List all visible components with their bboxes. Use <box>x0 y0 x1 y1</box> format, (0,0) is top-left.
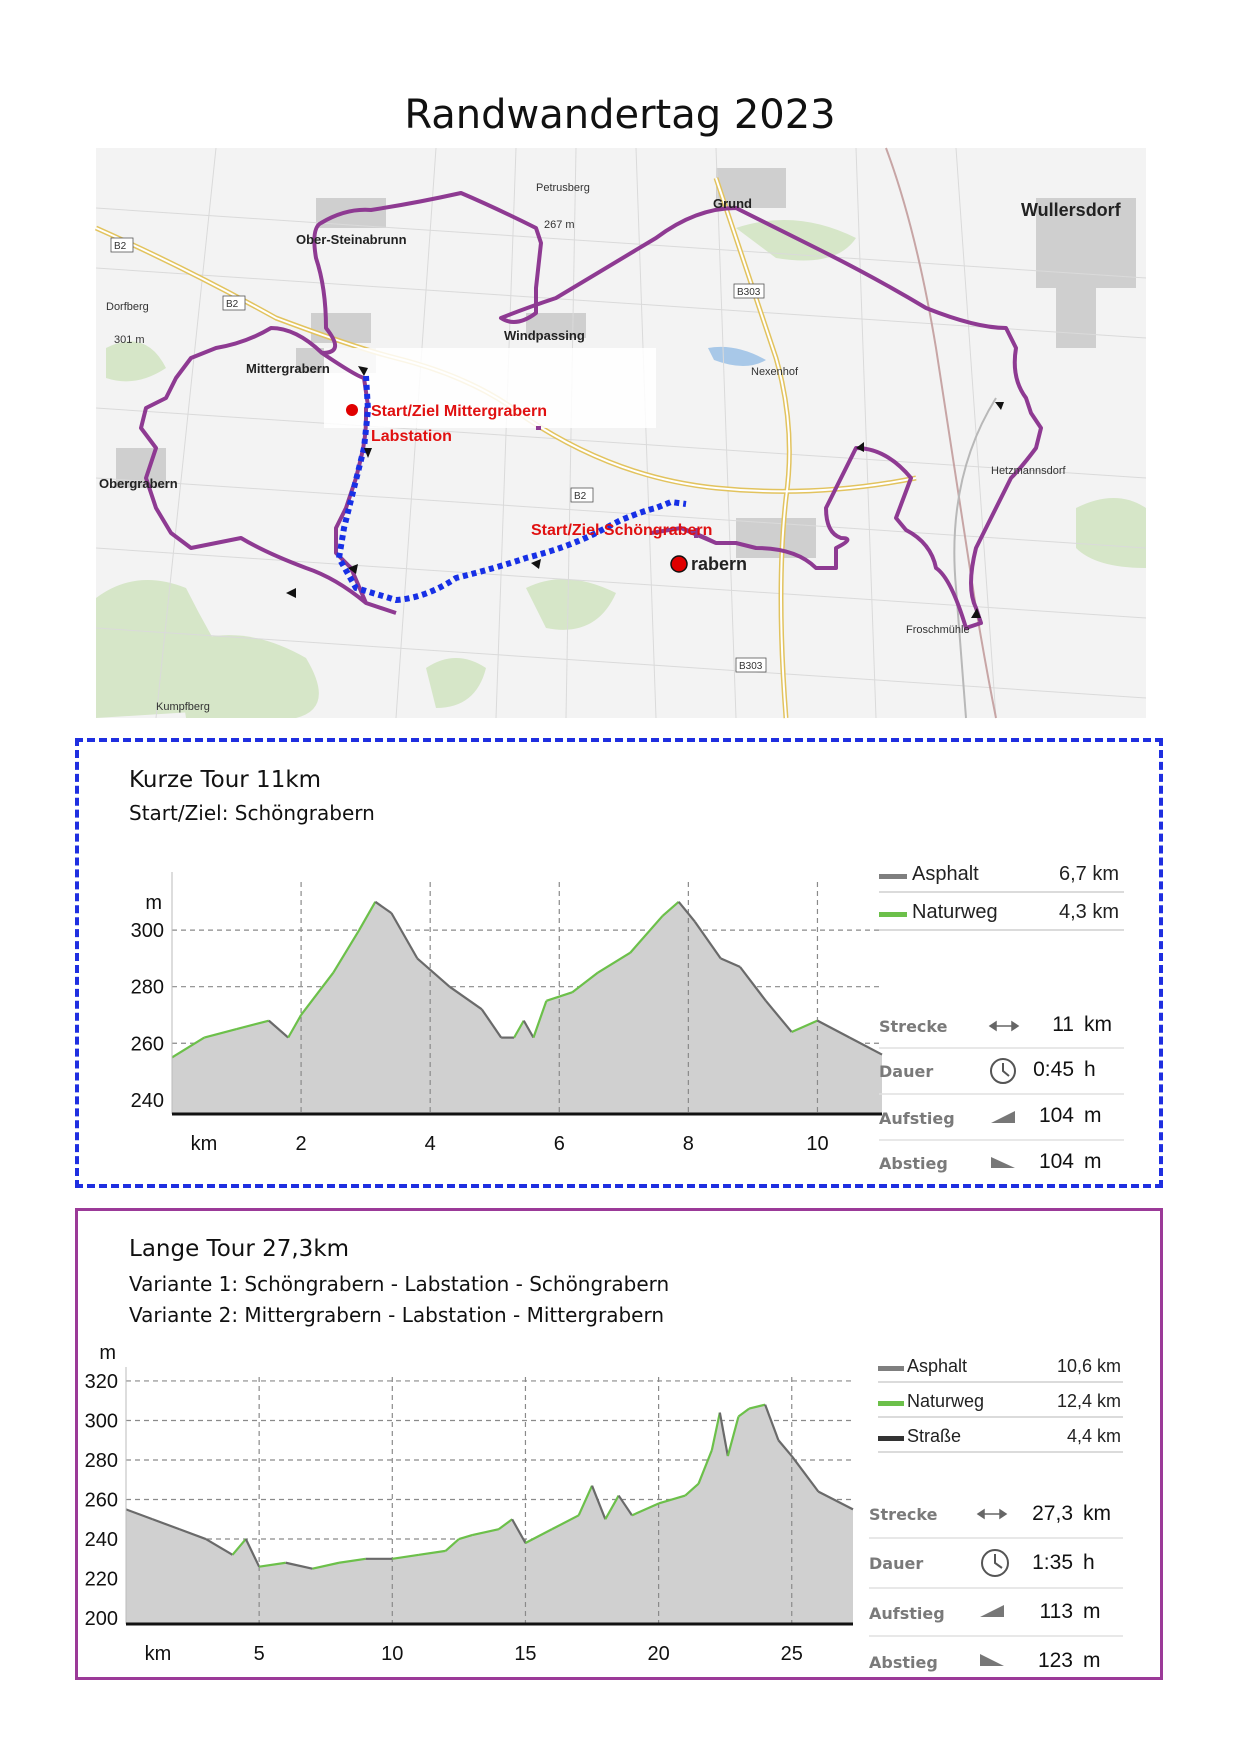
long-elevation-chart <box>78 1339 878 1674</box>
long-stat-aufstieg-unit: m <box>1083 1600 1101 1623</box>
short-legend-asphalt-value: 6,7 km <box>1058 863 1119 885</box>
short-elevation-chart <box>109 842 889 1172</box>
short-xtick-label: 4 <box>424 1133 436 1155</box>
long-ytick-label: 320 <box>84 1370 118 1393</box>
short-ytick-label: 240 <box>130 1089 164 1112</box>
short-legend-naturweg: Naturweg <box>912 901 998 923</box>
long-tour-variant-1: Variante 1: Schöngrabern - Labstation - Schöngrabern <box>129 1272 670 1296</box>
map-label-kumpfberg: Kumpfberg <box>156 701 210 713</box>
long-ytick-label: 300 <box>84 1410 118 1433</box>
long-xtick-label: 5 <box>253 1643 265 1665</box>
short-ytick-label: 280 <box>130 976 164 999</box>
long-legend-asphalt: Asphalt <box>907 1356 968 1376</box>
long-stat-dauer-label: Dauer <box>869 1554 924 1573</box>
short-tour-panel <box>75 738 1163 1188</box>
ascent-icon <box>980 1605 1004 1617</box>
road-shield-b303-a: B303 <box>737 287 761 298</box>
long-stat-aufstieg-label: Aufstieg <box>869 1604 945 1623</box>
label-labstation: Labstation <box>371 428 452 445</box>
short-legend-naturweg-value: 4,3 km <box>1058 901 1119 923</box>
long-stat-dauer-unit: h <box>1083 1551 1095 1574</box>
long-ytick-label: 200 <box>84 1608 118 1631</box>
long-y-axis-label: m <box>99 1342 116 1364</box>
long-ytick-label: 240 <box>84 1529 118 1552</box>
short-stat-abstieg-unit: m <box>1084 1150 1102 1173</box>
long-ytick-label: 280 <box>84 1449 118 1472</box>
short-xtick-label: 10 <box>806 1133 829 1155</box>
short-stat-dauer-label: Dauer <box>879 1062 934 1081</box>
label-start-schoengrabern: Start/Ziel Schöngrabern <box>531 522 713 539</box>
road-shield-b2-b: B2 <box>226 299 239 310</box>
long-stat-abstieg-unit: m <box>1083 1649 1101 1672</box>
long-legend-asphalt-value: 10,6 km <box>1056 1356 1121 1376</box>
long-tour-variant-2: Variante 2: Mittergrabern - Labstation - Mittergrabern <box>129 1303 664 1327</box>
long-tour-title: Lange Tour 27,3km <box>129 1236 350 1262</box>
long-xtick-label: 25 <box>780 1643 803 1665</box>
ascent-icon <box>991 1111 1015 1123</box>
short-stat-abstieg-label: Abstieg <box>879 1154 948 1173</box>
short-stat-abstieg-value: 104 <box>1038 1150 1074 1173</box>
map-label-windpassing: Windpassing <box>504 328 585 343</box>
start-marker-schoengrabern <box>671 556 687 572</box>
long-stat-strecke-value: 27,3 <box>1032 1502 1073 1525</box>
long-stat-abstieg-value: 123 <box>1037 1649 1073 1672</box>
long-tour-panel <box>75 1208 1163 1680</box>
long-elevation-area <box>126 1405 853 1624</box>
long-xtick-label: 15 <box>514 1643 537 1665</box>
short-xtick-label: 6 <box>553 1133 565 1155</box>
short-elevation-area <box>172 902 882 1114</box>
distance-arrow-icon <box>990 1022 1018 1030</box>
short-tour-info <box>879 842 1149 1202</box>
map-label-nexenhof: Nexenhof <box>751 366 799 378</box>
long-stat-aufstieg-value: 113 <box>1039 1600 1073 1623</box>
short-tour-subtitle: Start/Ziel: Schöngrabern <box>129 801 375 825</box>
map-label-schoengrabern: rabern <box>691 554 748 574</box>
long-stats <box>869 1502 1123 1672</box>
long-xtick-label: 20 <box>647 1643 670 1665</box>
map-label-petrusberg-height: 267 m <box>544 219 575 231</box>
label-start-mittergrabern: Start/Ziel Mittergrabern <box>371 403 548 420</box>
map-label-wullersdorf: Wullersdorf <box>1021 200 1121 220</box>
map-label-dorfberg-height: 301 m <box>114 334 145 346</box>
short-xtick-label: 2 <box>295 1133 307 1155</box>
long-legend-naturweg: Naturweg <box>907 1391 985 1411</box>
long-xtick-label: 10 <box>381 1643 404 1665</box>
map-label-dorfberg: Dorfberg <box>106 301 149 313</box>
map-label-hetzmannsdorf: Hetzmannsdorf <box>991 465 1066 477</box>
short-ytick-label: 300 <box>130 920 164 943</box>
clock-icon <box>991 1059 1015 1083</box>
clock-icon <box>982 1550 1008 1576</box>
map-label-froschmuehle: Froschmühle <box>906 624 970 636</box>
long-stat-dauer-value: 1:35 <box>1032 1551 1073 1574</box>
map-label-petrusberg: Petrusberg <box>536 182 590 194</box>
short-stat-aufstieg-value: 104 <box>1038 1104 1074 1127</box>
short-stats <box>879 1013 1124 1173</box>
long-stat-strecke-label: Strecke <box>869 1505 938 1524</box>
short-stat-strecke-unit: km <box>1084 1013 1112 1036</box>
short-stat-dauer-value: 0:45 <box>1033 1058 1074 1081</box>
short-tour-title: Kurze Tour 11km <box>129 767 322 793</box>
map-label-obergrabern: Obergrabern <box>99 476 178 491</box>
map-label-grund: Grund <box>713 196 752 211</box>
road-shield-b303-b: B303 <box>739 661 763 672</box>
short-xtick-label: 8 <box>682 1133 694 1155</box>
short-stat-dauer-unit: h <box>1084 1058 1096 1081</box>
short-stat-aufstieg-unit: m <box>1084 1104 1102 1127</box>
long-ytick-label: 220 <box>84 1568 118 1591</box>
map-label-mittergrabern: Mittergrabern <box>246 361 330 376</box>
long-stat-abstieg-label: Abstieg <box>869 1653 938 1672</box>
short-x-axis-label: km <box>190 1133 218 1155</box>
short-legend-asphalt: Asphalt <box>912 863 979 885</box>
long-legend-strasse-value: 4,4 km <box>1066 1426 1121 1446</box>
long-legend <box>878 1356 1123 1452</box>
road-shield-b2-c: B2 <box>574 491 587 502</box>
long-stat-strecke-unit: km <box>1083 1502 1111 1525</box>
long-tour-info <box>869 1346 1153 1681</box>
road-shield-b2-a: B2 <box>114 241 127 252</box>
route-map <box>96 148 1146 718</box>
descent-icon <box>991 1157 1015 1168</box>
long-x-axis-label: km <box>144 1643 172 1665</box>
page-title: Randwandertag 2023 <box>404 92 836 138</box>
short-stat-strecke-label: Strecke <box>879 1017 948 1036</box>
descent-icon <box>980 1654 1004 1666</box>
short-legend <box>879 863 1124 930</box>
long-ytick-label: 260 <box>84 1489 118 1512</box>
short-y-axis-label: m <box>145 892 162 914</box>
start-marker-mittergrabern <box>346 404 358 416</box>
short-stat-strecke-value: 11 <box>1052 1013 1074 1036</box>
short-stat-aufstieg-label: Aufstieg <box>879 1109 955 1128</box>
distance-arrow-icon <box>978 1510 1006 1518</box>
map-label-ober-steinabrunn: Ober-Steinabrunn <box>296 232 407 247</box>
short-ytick-label: 260 <box>130 1033 164 1056</box>
long-legend-strasse: Straße <box>907 1426 962 1446</box>
long-legend-naturweg-value: 12,4 km <box>1056 1391 1121 1411</box>
